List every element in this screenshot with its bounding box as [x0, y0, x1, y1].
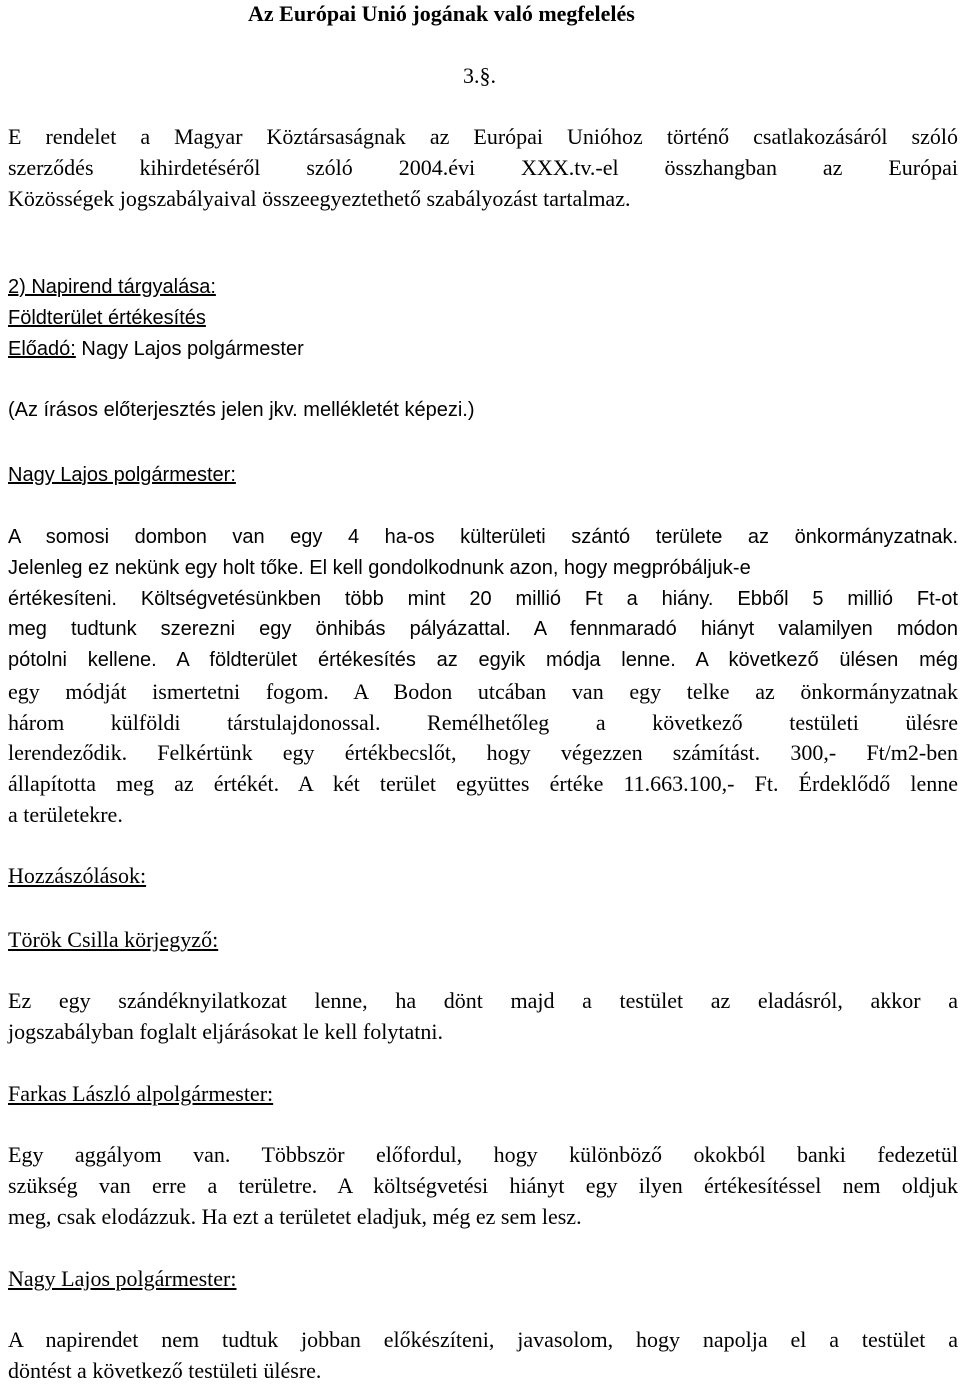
speaker-name: Farkas László alpolgármester: — [8, 1081, 274, 1106]
speaker-name: Nagy Lajos polgármester: — [8, 464, 236, 486]
speech-line: meg tudtunk szerezni egy önhibás pályázattal. A fennmaradó hiányt valamilyen módon — [8, 618, 958, 640]
paragraph-line: E rendelet a Magyar Köztársaságnak az Európai Unióhoz történő csatlakozásáról szóló — [8, 124, 958, 149]
speech-line: a területekre. — [8, 802, 123, 827]
speech-line: Ez egy szándéknyilatkozat lenne, ha dönt majd a testület az eladásról, akkor a — [8, 988, 958, 1013]
speaker-name: Nagy Lajos polgármester: — [8, 1266, 237, 1291]
agenda-heading: 2) Napirend tárgyalása: — [8, 276, 216, 298]
speech-line: szükség van erre a területre. A költségvetési hiányt egy ilyen értékesítéssel nem oldjuk — [8, 1173, 958, 1198]
speech-line: meg, csak elodázzuk. Ha ezt a területet eladjuk, még ez sem lesz. — [8, 1204, 582, 1229]
speech-line: döntést a következő testületi ülésre. — [8, 1358, 322, 1383]
speech-line: egy módját ismertetni fogom. A Bodon utcában van egy telke az önkormányzatnak — [8, 679, 958, 704]
speech-line: lerendeződik. Felkértünk egy értékbecslőt, hogy végezzen számítást. 300,- Ft/m2-ben — [8, 740, 958, 765]
speaker-name: Török Csilla körjegyző: — [8, 927, 219, 952]
speech-line: jogszabályban foglalt eljárásokat le kell folytatni. — [8, 1019, 443, 1044]
section-number: 3.§. — [463, 63, 496, 88]
speech-line: állapította meg az értékét. A két terület együttes értéke 11.663.100,- Ft. Érdeklődő lenne — [8, 771, 958, 796]
speech-line: Jelenleg ez nekünk egy holt tőke. El kell gondolkodnunk azon, hogy megpróbáljuk-e — [8, 557, 751, 579]
presenter-label: Előadó: — [8, 338, 76, 360]
paragraph-line: szerződés kihirdetéséről szóló 2004.évi XXX.tv.-el összhangban az Európai — [8, 155, 958, 180]
speech-line: pótolni kellene. A földterület értékesítés az egyik módja lenne. A következő ülésen még — [8, 649, 958, 671]
speech-line: három külföldi társtulajdonossal. Remélhetőleg a következő testületi ülésre — [8, 710, 958, 735]
speech-line: Egy aggályom van. Többször előfordul, hogy különböző okokból banki fedezetül — [8, 1142, 958, 1167]
speech-line: A somosi dombon van egy 4 ha-os külterületi szántó területe az önkormányzatnak. — [8, 526, 958, 548]
presenter-name: Nagy Lajos polgármester — [81, 338, 304, 360]
agenda-topic: Földterület értékesítés — [8, 307, 206, 329]
page-title: Az Európai Unió jogának való megfelelés — [248, 1, 635, 26]
attachment-note: (Az írásos előterjesztés jelen jkv. mellékletét képezi.) — [8, 399, 475, 421]
comments-heading: Hozzászólások: — [8, 863, 147, 888]
speech-line: A napirendet nem tudtuk jobban előkészíteni, javasolom, hogy napolja el a testület a — [8, 1327, 958, 1352]
agenda-presenter — [8, 338, 304, 361]
paragraph-line: Közösségek jogszabályaival összeegyeztethető szabályozást tartalmaz. — [8, 186, 631, 211]
speech-line: értékesíteni. Költségvetésünkben több mint 20 millió Ft a hiány. Ebből 5 millió Ft-ot — [8, 588, 958, 610]
